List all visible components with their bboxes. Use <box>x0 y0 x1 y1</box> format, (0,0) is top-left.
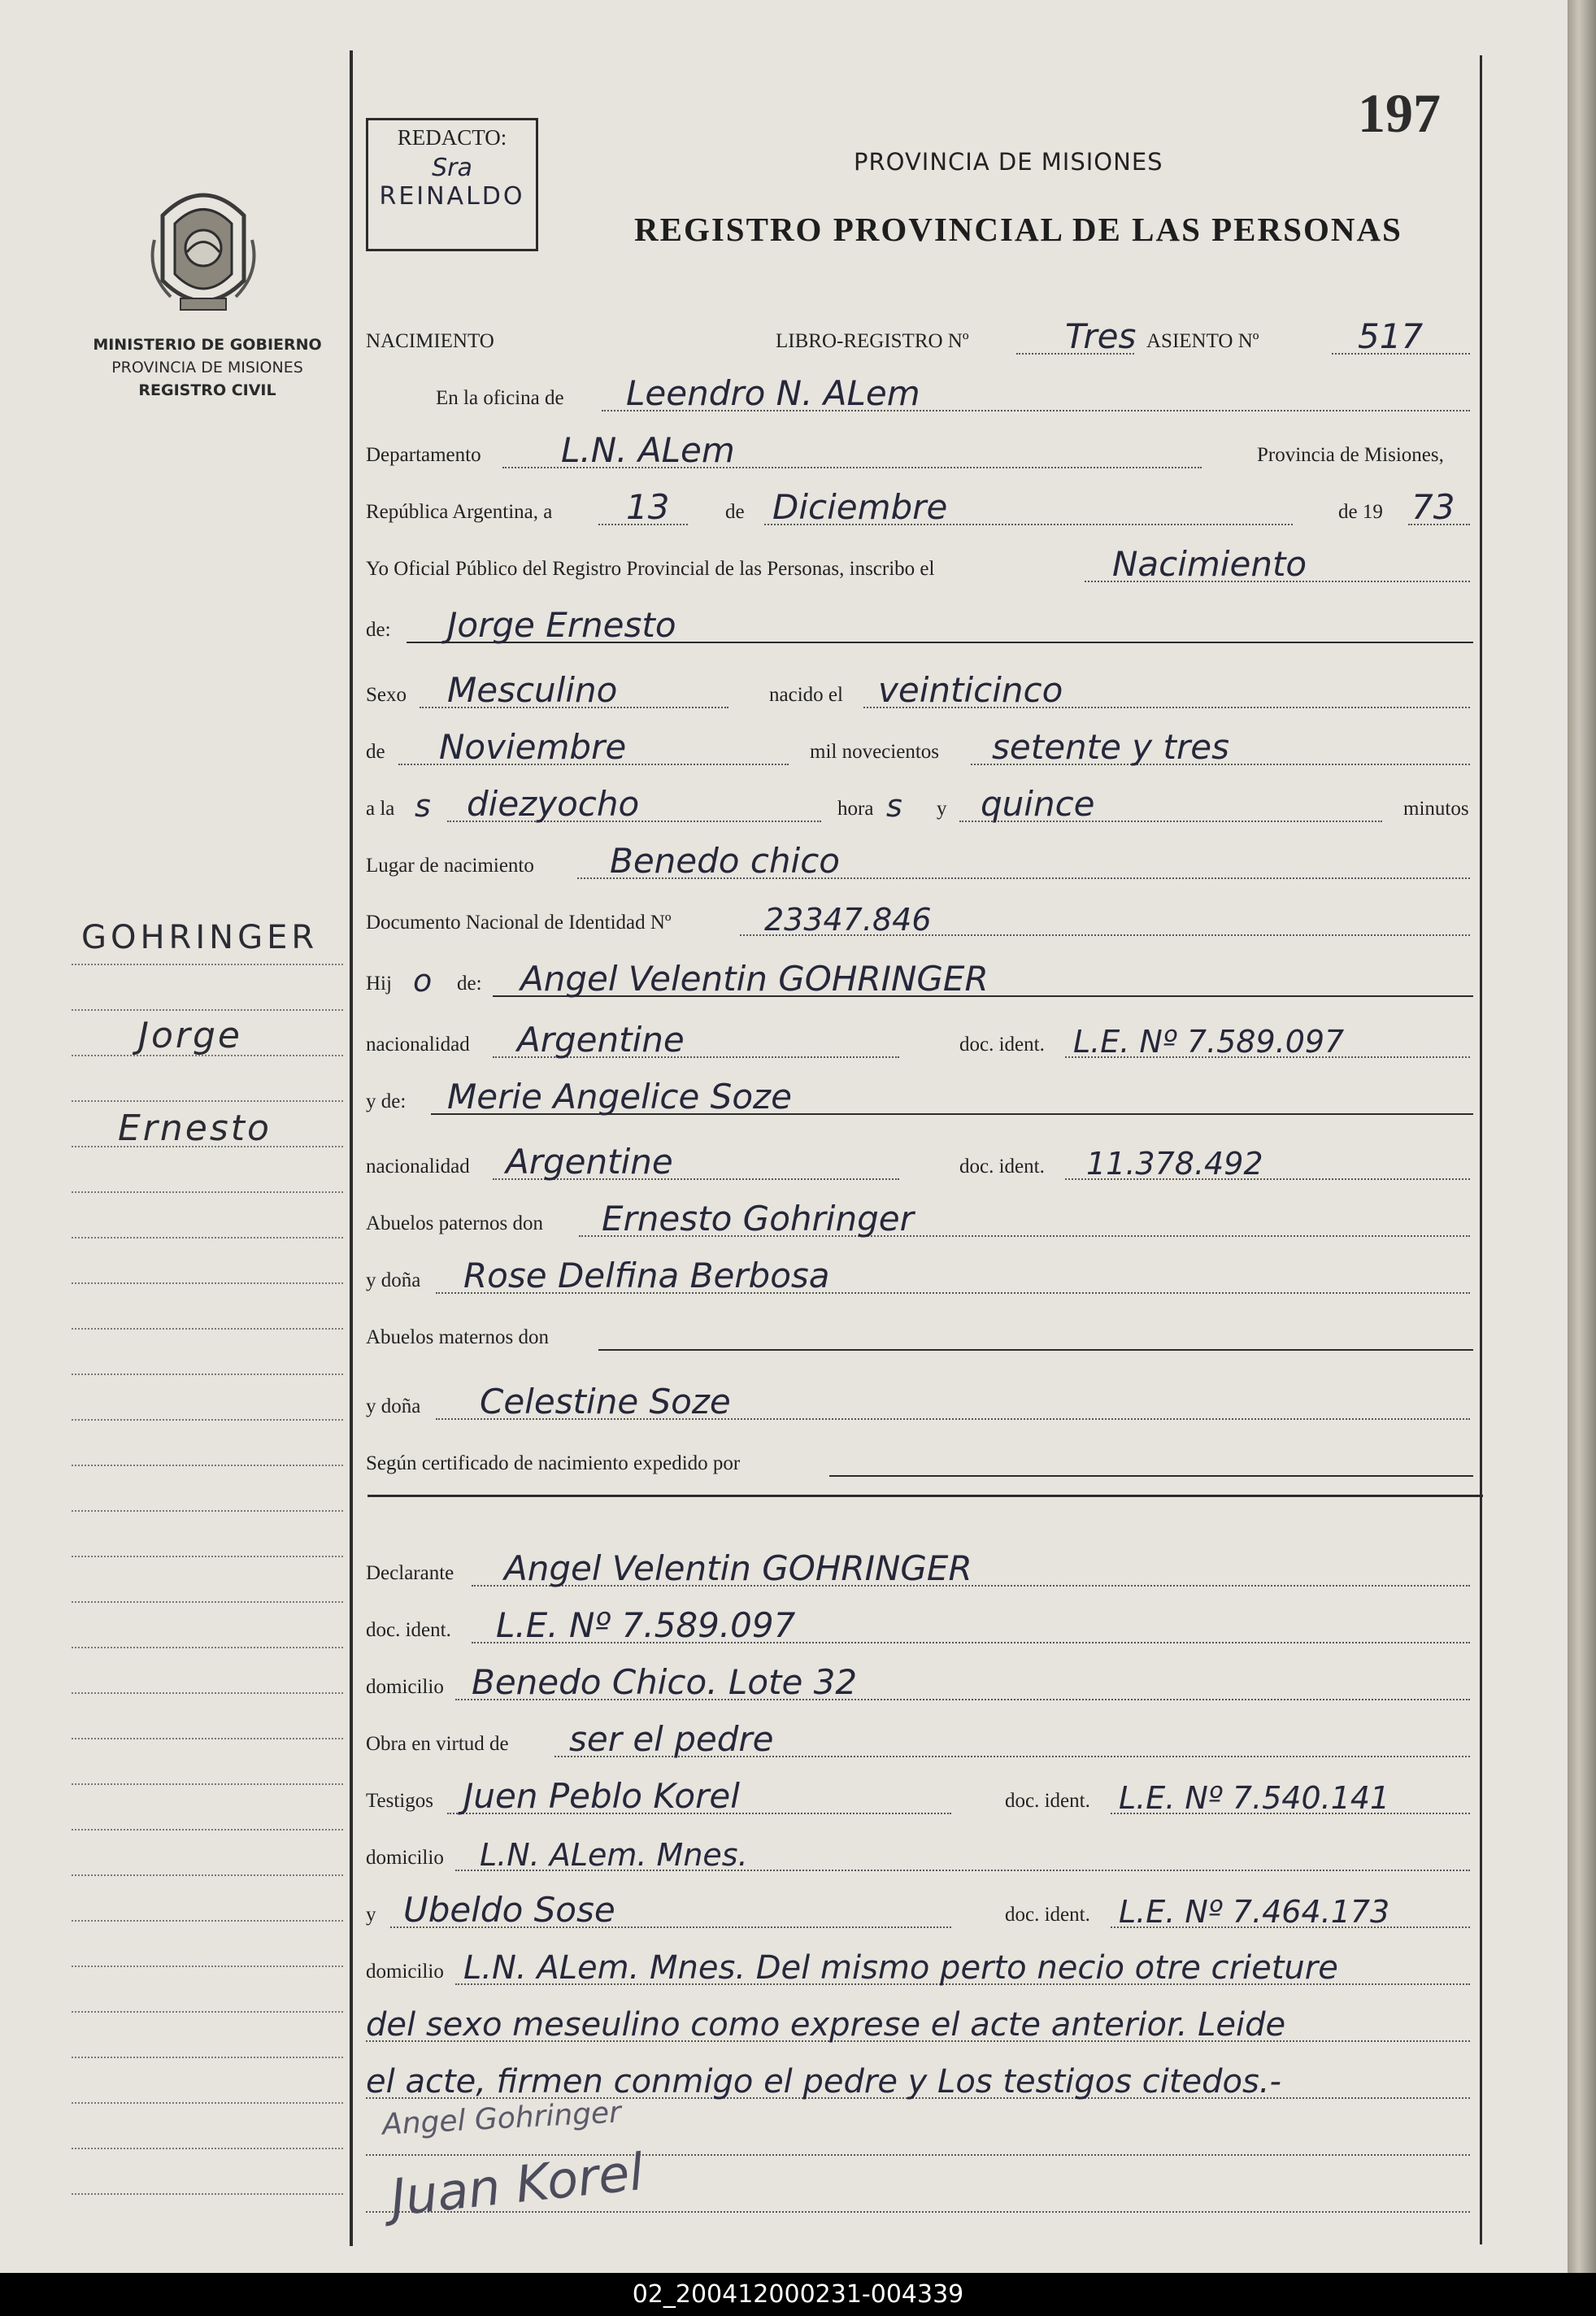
ministry-province: PROVINCIA DE MISIONES <box>111 359 303 377</box>
row-mother-nationality <box>366 1134 1473 1183</box>
office-value: Leendro N. ALem <box>626 373 920 413</box>
row-maternal-grandmother <box>366 1374 1473 1423</box>
certificate-label: Según certificado de nacimiento expedido por <box>366 1452 741 1474</box>
note-line-2: del sexo meseulino como exprese el acte anterior. Leide <box>366 2006 1286 2044</box>
row-note-2 <box>366 1996 1473 2045</box>
declarant-doc-label: doc. ident. <box>366 1619 451 1641</box>
mother-value: Merie Angelice Soze <box>447 1077 792 1117</box>
row-act-header <box>366 309 1473 358</box>
margin-ruling-line <box>72 1829 343 1831</box>
thousand-label: mil novecientos <box>810 741 939 763</box>
dni-label: Documento Nacional de Identidad Nº <box>366 912 672 934</box>
child-label: Hij <box>366 973 392 995</box>
person-of-label: de: <box>366 619 391 641</box>
row-witness-2-domicile <box>366 1939 1473 1988</box>
row-place <box>366 834 1473 882</box>
margin-ruling-line <box>72 1920 343 1922</box>
at-suffix: s <box>415 788 431 824</box>
maternal-grandmother-value: Celestine Soze <box>480 1382 731 1421</box>
mother-doc-label: doc. ident. <box>959 1156 1045 1178</box>
father-nationality-value: Argentine <box>517 1020 685 1060</box>
certificate-field <box>829 1475 1473 1477</box>
maternal-grandfather-label: Abuelos maternos don <box>366 1326 549 1348</box>
month-de-label: de <box>725 501 745 523</box>
witness-2-domicile-label: domicilio <box>366 1961 444 1983</box>
row-witness-1-domicile <box>366 1826 1473 1874</box>
act-type-label: NACIMIENTO <box>366 330 494 352</box>
margin-ruling-line <box>72 2102 343 2104</box>
acts-label: Obra en virtud de <box>366 1733 509 1755</box>
province-suffix: Provincia de Misiones, <box>1257 444 1444 466</box>
declarant-domicile-label: domicilio <box>366 1676 444 1698</box>
margin-ruling-line <box>72 1874 343 1876</box>
official-value: Nacimiento <box>1112 544 1307 584</box>
provincial-seal-icon <box>146 183 260 321</box>
witness-2-value: Ubeldo Sose <box>403 1890 615 1930</box>
margin-ruling-line <box>72 2193 343 2195</box>
mother-doc-value: 11.378.492 <box>1086 1146 1263 1182</box>
witness-1-doc-value: L.E. Nº 7.540.141 <box>1119 1780 1390 1816</box>
book-value: Tres <box>1065 316 1137 356</box>
seat-value: 517 <box>1358 316 1424 356</box>
sex-label: Sexo <box>366 684 407 706</box>
section-rule <box>367 1495 1483 1497</box>
row-paternal-grandfather <box>366 1191 1473 1240</box>
hour-value: diezyocho <box>467 784 640 824</box>
minutes-value: quince <box>981 784 1095 824</box>
margin-ruling-line <box>72 1191 343 1193</box>
witness-2-doc-value: L.E. Nº 7.464.173 <box>1119 1894 1390 1930</box>
maternal-grandmother-label: y doña <box>366 1395 421 1417</box>
margin-ruling-line <box>72 2011 343 2013</box>
margin-ruling-line <box>72 1783 343 1785</box>
margin-surname: GOHRINGER <box>81 919 319 956</box>
paternal-grandmother-value: Rose Delfina Berbosa <box>463 1256 830 1295</box>
place-label: Lugar de nacimiento <box>366 855 534 877</box>
row-office <box>366 366 1473 415</box>
hours-label: hora <box>837 798 874 820</box>
margin-ruling-line <box>72 1738 343 1739</box>
minutes-label: minutos <box>1403 798 1469 820</box>
person-value: Jorge Ernesto <box>447 605 676 645</box>
margin-ruling-line <box>72 1237 343 1239</box>
redacto-box <box>366 118 538 251</box>
child-suffix: o <box>413 963 433 999</box>
margin-ruling-line <box>72 1373 343 1375</box>
row-declarant <box>366 1541 1473 1590</box>
row-witness-2 <box>366 1883 1473 1931</box>
row-note-3 <box>366 2053 1473 2102</box>
paternal-grandfather-label: Abuelos paternos don <box>366 1212 544 1234</box>
image-caption: 02_200412000231-004339 <box>0 2273 1596 2316</box>
row-father-nationality <box>366 1012 1473 1061</box>
sex-value: Mesculino <box>447 670 618 710</box>
margin-ruling-line <box>72 1692 343 1694</box>
mother-nationality-value: Argentine <box>506 1142 673 1182</box>
witness-2-domicile-value: L.N. ALem. Mnes. Del mismo perto necio otre crieture <box>463 1949 1338 1987</box>
at-label: a la <box>366 798 395 820</box>
margin-ruling-line <box>72 1465 343 1466</box>
ministry-block <box>65 333 350 402</box>
seat-label: ASIENTO Nº <box>1146 330 1259 352</box>
margin-ruling-line <box>72 1282 343 1284</box>
signature-witness: Juan Korel <box>388 2141 646 2228</box>
mother-nationality-label: nacionalidad <box>366 1156 470 1178</box>
margin-first-name: Jorge <box>138 1015 242 1056</box>
left-column-rule <box>350 50 353 2246</box>
witness-1-doc-label: doc. ident. <box>1005 1790 1090 1812</box>
margin-ruling-line <box>72 1419 343 1421</box>
birth-year-value: setente y tres <box>992 727 1229 767</box>
office-label: En la oficina de <box>436 387 564 409</box>
row-acts <box>366 1712 1473 1761</box>
day-value: 13 <box>626 487 670 527</box>
year-label: de 19 <box>1338 501 1383 523</box>
row-father <box>366 951 1473 1000</box>
margin-ruling-line <box>72 2148 343 2149</box>
row-declarant-domicile <box>366 1655 1473 1704</box>
declarant-label: Declarante <box>366 1562 454 1584</box>
row-birth-month <box>366 720 1473 768</box>
margin-ruling-line <box>72 1100 343 1102</box>
born-label: nacido el <box>769 684 843 706</box>
declarant-value: Angel Velentin GOHRINGER <box>504 1548 972 1588</box>
margin-ruling-line <box>72 1328 343 1330</box>
margin-ruling-line <box>72 964 343 965</box>
margin-ruling-line <box>72 1055 343 1056</box>
witness-label: Testigos <box>366 1790 433 1812</box>
margin-ruling-line <box>72 1510 343 1512</box>
row-maternal-grandfather <box>366 1305 1473 1354</box>
declarant-doc-value: L.E. Nº 7.589.097 <box>496 1605 796 1645</box>
row-certificate <box>366 1431 1473 1480</box>
margin-ruling-line <box>72 1966 343 1967</box>
and-label: y <box>937 798 947 820</box>
born-day-value: veinticinco <box>878 670 1063 710</box>
maternal-grandfather-field <box>598 1349 1473 1351</box>
row-official <box>366 537 1473 586</box>
paternal-grandfather-value: Ernesto Gohringer <box>602 1199 914 1239</box>
book-page-edge <box>1568 0 1596 2273</box>
margin-ruling-line <box>72 1009 343 1011</box>
margin-ruling-line <box>72 1647 343 1648</box>
republic-label: República Argentina, a <box>366 501 553 523</box>
acts-value: ser el pedre <box>569 1719 774 1759</box>
witness-1-domicile-value: L.N. ALem. Mnes. <box>480 1837 748 1873</box>
witness-2-and-label: y <box>366 1904 376 1926</box>
witness-2-doc-label: doc. ident. <box>1005 1904 1090 1926</box>
row-hour <box>366 777 1473 825</box>
redacto-label: REDACTO: <box>397 125 507 150</box>
birth-month-label: de <box>366 741 385 763</box>
margin-ruling-line <box>72 1556 343 1557</box>
signature-declarant: Angel Gohringer <box>381 2096 622 2142</box>
paternal-grandmother-label: y doña <box>366 1269 421 1291</box>
row-witness-1 <box>366 1769 1473 1818</box>
hours-suffix: s <box>886 788 902 824</box>
ministry-name: MINISTERIO DE GOBIERNO <box>93 336 322 354</box>
row-date <box>366 480 1473 529</box>
row-paternal-grandmother <box>366 1248 1473 1297</box>
row-sex <box>366 663 1473 712</box>
department-label: Departamento <box>366 444 481 466</box>
note-line-3: el acte, firmen conmigo el pedre y Los testigos citedos.- <box>366 2063 1281 2101</box>
right-column-rule <box>1480 55 1482 2244</box>
dni-value: 23347.846 <box>764 902 932 938</box>
margin-ruling-line <box>72 1146 343 1147</box>
row-mother <box>366 1069 1473 1118</box>
department-value: L.N. ALem <box>561 430 735 470</box>
father-nationality-label: nacionalidad <box>366 1034 470 1056</box>
witness-1-domicile-label: domicilio <box>366 1847 444 1869</box>
father-doc-label: doc. ident. <box>959 1034 1045 1056</box>
mother-de-label: y de: <box>366 1091 407 1112</box>
row-department <box>366 423 1473 472</box>
father-value: Angel Velentin GOHRINGER <box>520 959 989 999</box>
birth-month-value: Noviembre <box>439 727 627 767</box>
month-value: Diciembre <box>772 487 948 527</box>
father-doc-value: L.E. Nº 7.589.097 <box>1073 1024 1345 1060</box>
page-number: 197 <box>1358 82 1441 144</box>
row-declarant-doc <box>366 1598 1473 1647</box>
redacto-title: Sra <box>432 154 472 182</box>
registry-heading: REGISTRO PROVINCIAL DE LAS PERSONAS <box>634 211 1402 248</box>
redacto-name: REINALDO <box>379 182 525 211</box>
row-dni <box>366 890 1473 939</box>
province-heading: PROVINCIA DE MISIONES <box>854 148 1163 176</box>
witness-1-value: Juen Peblo Korel <box>463 1776 740 1816</box>
margin-second-name: Ernesto <box>118 1108 272 1149</box>
row-person <box>366 598 1473 646</box>
place-value: Benedo chico <box>610 841 840 881</box>
margin-ruling-line <box>72 1601 343 1603</box>
declarant-domicile-value: Benedo Chico. Lote 32 <box>472 1662 858 1702</box>
book-label: LIBRO-REGISTRO Nº <box>776 330 969 352</box>
official-label: Yo Oficial Público del Registro Provincial de las Personas, inscribo el <box>366 558 935 580</box>
margin-ruling-line <box>72 2057 343 2058</box>
child-de-label: de: <box>457 973 482 995</box>
year-value: 73 <box>1411 487 1455 527</box>
ministry-registry: REGISTRO CIVIL <box>138 381 276 399</box>
